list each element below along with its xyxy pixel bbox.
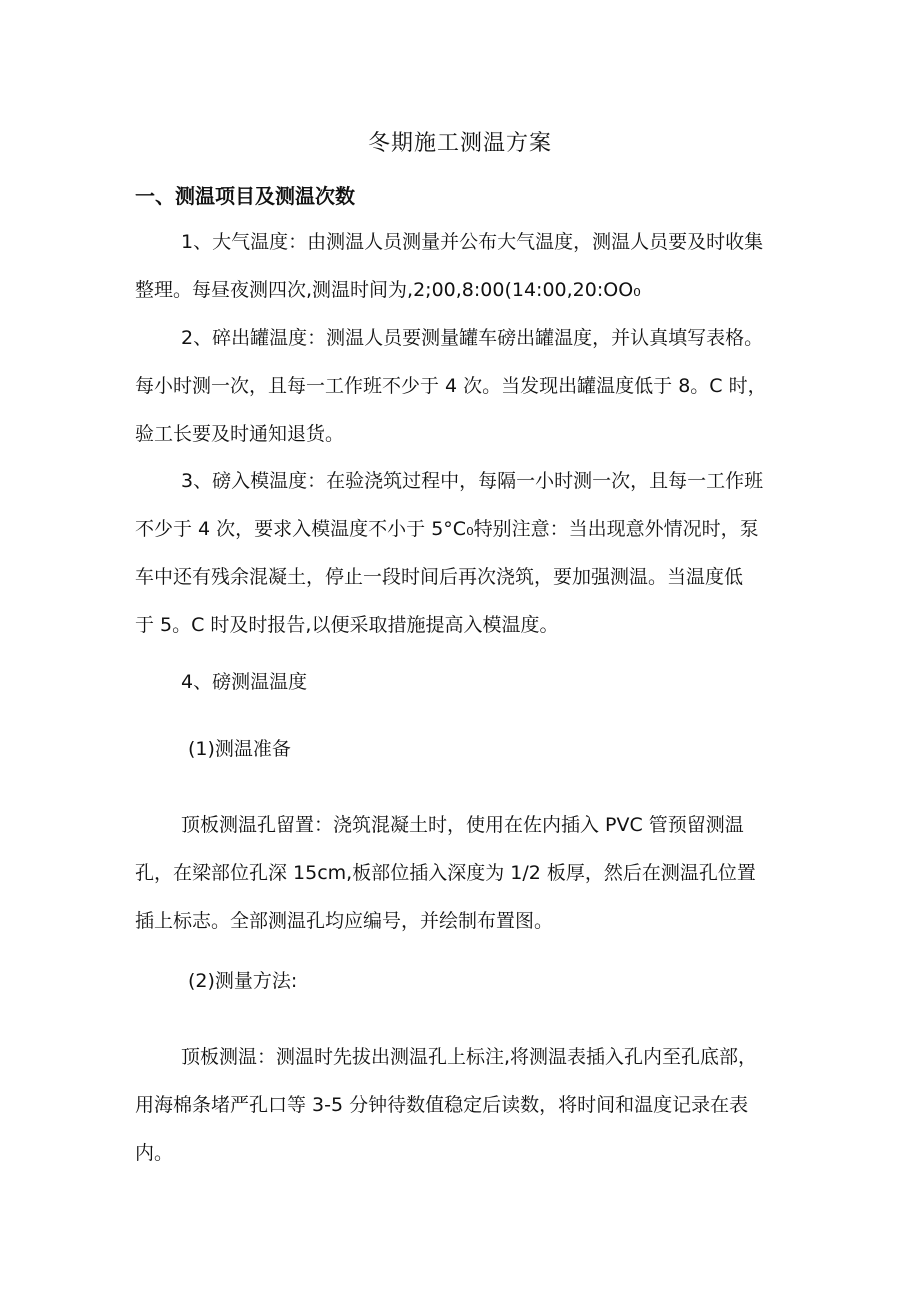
paragraph-line: 整理。每昼夜测四次,测温时间为,2;00,8:00(14:00,20:OO₀ [135, 279, 641, 301]
document-title: 冬期施工测温方案 [367, 131, 552, 156]
paragraph-2 [135, 314, 795, 458]
paragraph-line: 内。 [135, 1142, 174, 1164]
paragraph-5 [135, 801, 795, 945]
paragraph-line: 每小时测一次，且每一工作班不少于 4 次。当发现出罐温度低于 8。C 时， [135, 375, 767, 397]
subheading-1: (1)测温准备 [188, 738, 291, 760]
section-heading-1: 一、测温项目及测温次数 [135, 184, 355, 208]
paragraph-line: 用海棉条堵严孔口等 3-5 分钟待数值稳定后读数，将时间和温度记录在表 [135, 1094, 749, 1116]
paragraph-line: 孔，在梁部位孔深 15cm,板部位插入深度为 1/2 板厚，然后在测温孔位置 [135, 862, 756, 884]
item-4-heading: 4、磅测温温度 [181, 671, 308, 693]
paragraph-3 [135, 457, 795, 649]
paragraph-line: 不少于 4 次，要求入模温度不小于 5°C₀特别注意：当出现意外情况时，泵 [135, 518, 759, 540]
subheading-2: (2)测量方法: [188, 970, 298, 992]
paragraph-line: 于 5。C 时及时报告,以便采取措施提高入模温度。 [135, 614, 559, 636]
paragraph-line: 插上标志。全部测温孔均应编号，并绘制布置图。 [135, 910, 554, 932]
paragraph-line: 2、碎出罐温度：测温人员要测量罐车磅出罐温度，并认真填写表格。 [181, 327, 764, 349]
paragraph-line: 车中还有残余混凝土，停止一段时间后再次浇筑，要加强测温。当温度低 [135, 566, 744, 588]
paragraph-line: 顶板测温孔留置：浇筑混凝土时，使用在佐内插入 PVC 管预留测温 [181, 814, 744, 836]
paragraph-1 [135, 218, 795, 314]
paragraph-line: 3、磅入模温度：在验浇筑过程中，每隔一小时测一次，且每一工作班 [181, 470, 764, 492]
paragraph-line: 1、大气温度：由测温人员测量并公布大气温度，测温人员要及时收集 [181, 231, 764, 253]
paragraph-line: 验工长要及时通知退货。 [135, 423, 345, 445]
paragraph-6 [135, 1033, 795, 1177]
paragraph-line: 顶板测温：测温时先拔出测温孔上标注,将测温表插入孔内至孔底部， [181, 1046, 758, 1068]
